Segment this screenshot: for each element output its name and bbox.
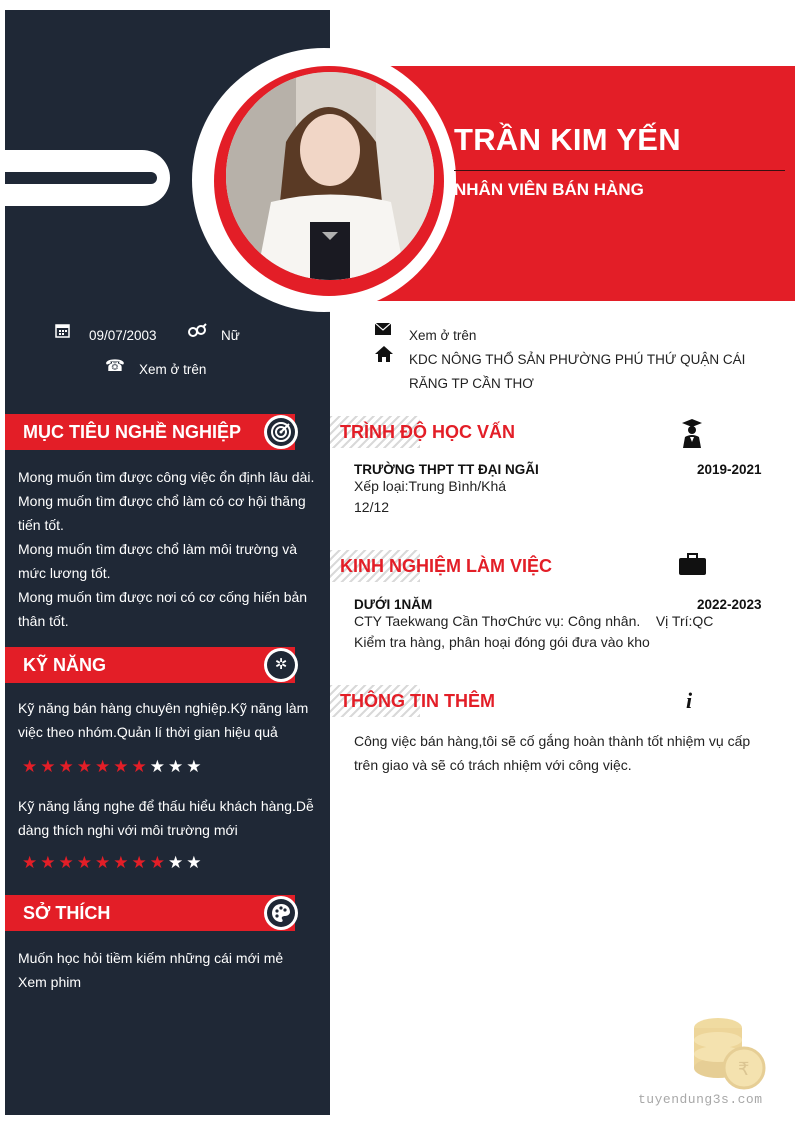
job-title: NHÂN VIÊN BÁN HÀNG [454, 180, 644, 199]
email-icon [375, 322, 391, 340]
hobby-line: Xem phim [18, 974, 82, 990]
star-empty-icon: ★ [168, 757, 187, 776]
hobbies-text [18, 946, 318, 994]
star-filled-icon: ★ [40, 853, 59, 872]
hobbies-header [5, 895, 295, 931]
star-filled-icon: ★ [76, 757, 95, 776]
star-empty-icon: ★ [186, 853, 205, 872]
decorative-pill-bar [5, 172, 157, 184]
star-filled-icon: ★ [22, 757, 41, 776]
briefcase-icon [679, 553, 706, 580]
education-grade: 12/12 [354, 499, 390, 515]
education-school: TRƯỜNG THPT TT ĐẠI NGÃI [354, 462, 539, 477]
skills-heading: KỸ NĂNG [23, 655, 107, 675]
star-filled-icon: ★ [58, 757, 77, 776]
calendar-icon [55, 323, 70, 343]
experience-years: 2022-2023 [697, 597, 762, 612]
experience-company: CTY Taekwang Cần ThơChức vụ: Công nhân. Vị Trí:QC [354, 613, 714, 629]
target-icon [264, 415, 298, 449]
skill-2-rating [22, 853, 205, 873]
hobby-line: Muốn học hỏi tiềm kiếm những cái mới mẻ [18, 950, 284, 966]
career-goal-text [18, 465, 318, 633]
candidate-name: TRẦN KIM YẾN [454, 122, 681, 157]
education-years: 2019-2021 [697, 462, 762, 477]
star-filled-icon: ★ [113, 757, 132, 776]
education-rank: Xếp loại:Trung Bình/Khá [354, 478, 507, 494]
career-goal-line: Mong muốn tìm được nơi có cơ cống hiến bản thân tốt. [18, 589, 308, 629]
address: KDC NÔNG THỔ SẢN PHƯỜNG PHÚ THỨ QUẬN CÁI RĂNG TP CẦN THƠ [409, 352, 746, 391]
career-goal-line: Mong muốn tìm được chổ làm có cơ hội thăng tiến tốt. [18, 493, 306, 533]
graduate-icon [680, 418, 704, 453]
phone-icon: ☎ [105, 358, 125, 375]
skills-icon: ✲ [264, 648, 298, 682]
star-filled-icon: ★ [40, 757, 59, 776]
star-filled-icon: ★ [95, 853, 114, 872]
extra-text: Công việc bán hàng,tôi sẽ cố gắng hoàn thành tốt nhiệm vụ cấp trên giao và sẽ có trách nhiệm với công việc. [354, 733, 751, 773]
education-details [354, 476, 506, 518]
star-empty-icon: ★ [149, 757, 168, 776]
star-filled-icon: ★ [113, 853, 132, 872]
watermark: tuyendung3s.com [638, 1092, 763, 1107]
email: Xem ở trên [409, 328, 477, 343]
skill-1-rating [22, 757, 205, 777]
career-goal-line: Mong muốn tìm được công việc ổn định lâu dài. [18, 469, 315, 485]
skill-2-text: Kỹ năng lắng nghe để thấu hiểu khách hàng.Dễ dàng thích nghi với môi trường mới [18, 798, 314, 838]
extra-heading: THÔNG TIN THÊM [340, 691, 495, 711]
star-filled-icon: ★ [95, 757, 114, 776]
experience-duration: DƯỚI 1NĂM [354, 597, 433, 612]
education-heading: TRÌNH ĐỘ HỌC VẤN [340, 422, 515, 442]
palette-icon [264, 896, 298, 930]
skills-header [5, 647, 295, 683]
star-filled-icon: ★ [149, 853, 168, 872]
coins-icon [688, 1010, 768, 1097]
hobbies-heading: SỞ THÍCH [23, 903, 111, 923]
gender-icon [187, 323, 207, 344]
skill-1-text: Kỹ năng bán hàng chuyên nghiệp.Kỹ năng làm việc theo nhóm.Quản lí thời gian hiệu quả [18, 700, 309, 740]
career-goal-heading: MỤC TIÊU NGHỀ NGHIỆP [23, 422, 242, 442]
star-filled-icon: ★ [131, 757, 150, 776]
phone: Xem ở trên [139, 362, 207, 377]
star-filled-icon: ★ [131, 853, 150, 872]
career-goal-line: Mong muốn tìm được chổ làm môi trường và mức lương tốt. [18, 541, 298, 581]
experience-task: Kiểm tra hàng, phân hoại đóng gói đưa vào kho [354, 634, 650, 650]
star-empty-icon: ★ [168, 853, 187, 872]
home-icon [375, 346, 393, 367]
gender: Nữ [221, 328, 240, 343]
career-goal-header [5, 414, 295, 450]
profile-photo [226, 72, 434, 280]
star-filled-icon: ★ [58, 853, 77, 872]
info-icon: i [686, 688, 693, 713]
birthdate: 09/07/2003 [89, 328, 157, 343]
svg-text:₹: ₹ [738, 1059, 750, 1080]
star-filled-icon: ★ [22, 853, 41, 872]
name-divider [454, 170, 785, 171]
star-empty-icon: ★ [186, 757, 205, 776]
star-filled-icon: ★ [76, 853, 95, 872]
experience-heading: KINH NGHIỆM LÀM VIỆC [340, 556, 553, 576]
